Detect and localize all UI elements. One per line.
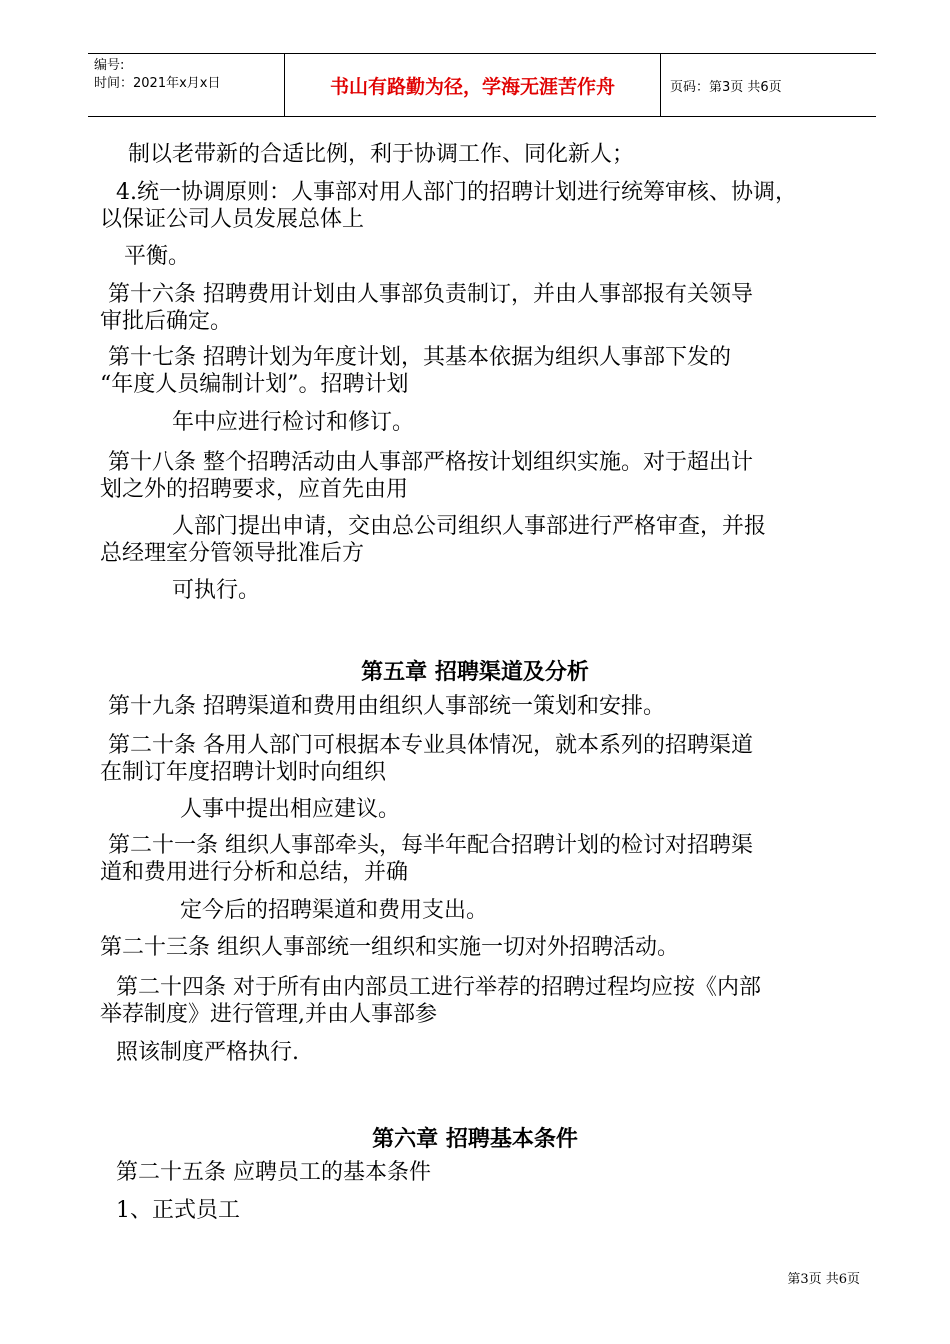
chapter-heading: 第五章 招聘渠道及分析	[361, 660, 589, 685]
body-line: 4.统一协调原则：人事部对用人部门的招聘计划进行统筹审核、协调，	[116, 180, 797, 205]
body-line: 第二十三条 组织人事部统一组织和实施一切对外招聘活动。	[100, 935, 679, 960]
body-line: 第十七条 招聘计划为年度计划，其基本依据为组织人事部下发的	[108, 345, 731, 370]
body-line: 审批后确定。	[100, 309, 233, 334]
body-line: 第二十四条 对于所有由内部员工进行举荐的招聘过程均应按《内部	[116, 975, 761, 1000]
page-footer: 第3页 共6页	[787, 1272, 860, 1287]
body-line: 人部门提出申请，交由总公司组织人事部进行严格审查，并报	[172, 514, 767, 539]
body-line: 划之外的招聘要求，应首先由用	[100, 477, 409, 502]
body-line: 年中应进行检讨和修订。	[172, 410, 415, 435]
header-divider	[660, 54, 661, 116]
body-line: 总经理室分管领导批准后方	[100, 541, 365, 566]
body-line: 举荐制度》进行管理,并由人事部参	[100, 1002, 437, 1027]
body-line: 第十八条 整个招聘活动由人事部严格按计划组织实施。对于超出计	[108, 450, 753, 475]
header-page-info: 页码：第3页 共6页	[670, 79, 782, 95]
body-line: 以保证公司人员发展总体上	[100, 207, 365, 232]
time-label: 时间：2021年x月x日	[94, 76, 221, 91]
body-line: “年度人员编制计划”。招聘计划	[100, 372, 409, 397]
body-line: 定今后的招聘渠道和费用支出。	[180, 898, 489, 923]
document-header	[88, 53, 876, 117]
body-line: 1、正式员工	[116, 1198, 240, 1223]
header-motto: 书山有路勤为径，学海无涯苦作舟	[329, 75, 615, 98]
body-line: 第二十五条 应聘员工的基本条件	[116, 1160, 431, 1185]
chapter-heading: 第六章 招聘基本条件	[372, 1127, 578, 1152]
body-line: 人事中提出相应建议。	[180, 797, 401, 822]
body-line: 平衡。	[124, 244, 191, 269]
body-line: 第十九条 招聘渠道和费用由组织人事部统一策划和安排。	[108, 694, 665, 719]
body-line: 第十六条 招聘费用计划由人事部负责制订，并由人事部报有关领导	[108, 282, 753, 307]
body-line: 第二十条 各用人部门可根据本专业具体情况，就本系列的招聘渠道	[108, 733, 753, 758]
header-meta	[94, 57, 284, 93]
body-line: 制以老带新的合适比例，利于协调工作、同化新人；	[128, 142, 635, 167]
body-line: 道和费用进行分析和总结，并确	[100, 860, 409, 885]
number-label: 编号:	[94, 58, 125, 73]
body-line: 第二十一条 组织人事部牵头，每半年配合招聘计划的检讨对招聘渠	[108, 833, 753, 858]
body-line: 在制订年度招聘计划时向组织	[100, 760, 387, 785]
body-line: 可执行。	[172, 578, 261, 603]
body-line: 照该制度严格执行.	[116, 1040, 299, 1065]
